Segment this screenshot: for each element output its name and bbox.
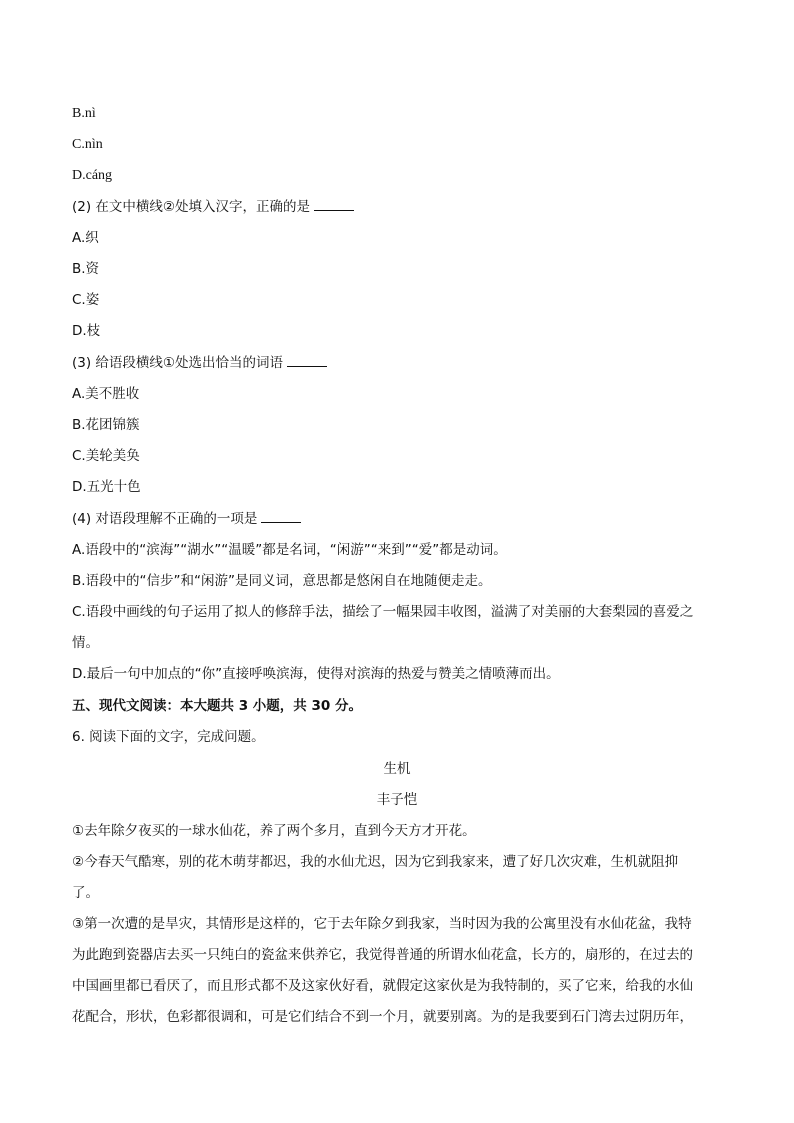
section-5-heading: 五、现代文阅读：本大题共 3 小题，共 30 分。 [72, 698, 362, 714]
answer-blank [287, 354, 327, 367]
question-4-text: (4) 对语段理解不正确的一项是 [72, 511, 258, 527]
question-6-stem: 6. 阅读下面的文字，完成问题。 [72, 729, 265, 745]
paragraph-3-line3: 中国画里都已看厌了，而且形式都不及这家伙好看，就假定这家伙是为我特制的，买了它来，给我的水仙 [72, 978, 693, 994]
answer-blank [261, 510, 301, 523]
option-3-a: A.美不胜收 [72, 386, 140, 402]
option-1-b: B.nì [72, 106, 96, 121]
option-4-d: D.最后一句中加点的“你”直接呼唤滨海，使得对滨海的热爱与赞美之情喷薄而出。 [72, 666, 560, 682]
option-2-a: A.织 [72, 230, 99, 246]
option-4-c-line2: 情。 [72, 635, 99, 651]
option-4-c-line1: C.语段中画线的句子运用了拟人的修辞手法，描绘了一幅果园丰收图，溢满了对美丽的大套梨园的喜爱之 [72, 604, 694, 620]
question-3-stem [72, 353, 327, 373]
passage-author: 丰子恺 [376, 792, 418, 808]
option-3-d: D.五光十色 [72, 479, 141, 495]
passage-title: 生机 [383, 761, 411, 777]
paragraph-3-line4: 花配合，形状，色彩都很调和，可是它们结合不到一个月，就要别离。为的是我要到石门湾去过阴历年， [72, 1009, 693, 1025]
question-2-text: (2) 在文中横线②处填入汉字，正确的是 [72, 199, 311, 215]
paragraph-3-line1: ③第一次遭的是旱灾，其情形是这样的，它于去年除夕到我家，当时因为我的公寓里没有水仙花盆，我特 [72, 916, 692, 932]
option-2-c: C.姿 [72, 292, 100, 308]
option-4-b: B.语段中的“信步”和“闲游”是同义词，意思都是悠闲自在地随便走走。 [72, 573, 492, 589]
question-4-stem [72, 509, 301, 529]
answer-blank [314, 198, 354, 211]
option-3-c: C.美轮美奂 [72, 448, 140, 464]
option-1-d: D.cáng [72, 168, 113, 183]
paragraph-3-line2: 为此跑到瓷器店去买一只纯白的瓷盆来供养它，我觉得普通的所谓水仙花盒，长方的，扇形的，在过去的 [72, 947, 693, 963]
option-2-b: B.资 [72, 261, 100, 277]
question-2-stem [72, 197, 354, 217]
question-3-text: (3) 给语段横线①处选出恰当的词语 [72, 355, 284, 371]
option-4-a: A.语段中的“滨海”“湖水”“温暖”都是名词，“闲游”“来到”“爱”都是动词。 [72, 542, 507, 558]
option-3-b: B.花团锦簇 [72, 417, 140, 433]
paragraph-1: ①去年除夕夜买的一球水仙花，养了两个多月，直到今天方才开花。 [72, 823, 476, 839]
option-1-c: C.nìn [72, 137, 103, 152]
option-2-d: D.枝 [72, 323, 101, 339]
paragraph-2-line2: 了。 [72, 885, 99, 901]
paragraph-2-line1: ②今春天气酷寒，别的花木萌芽都迟，我的水仙尤迟，因为它到我家来，遭了好几次灾难，生机就阻抑 [72, 854, 679, 870]
